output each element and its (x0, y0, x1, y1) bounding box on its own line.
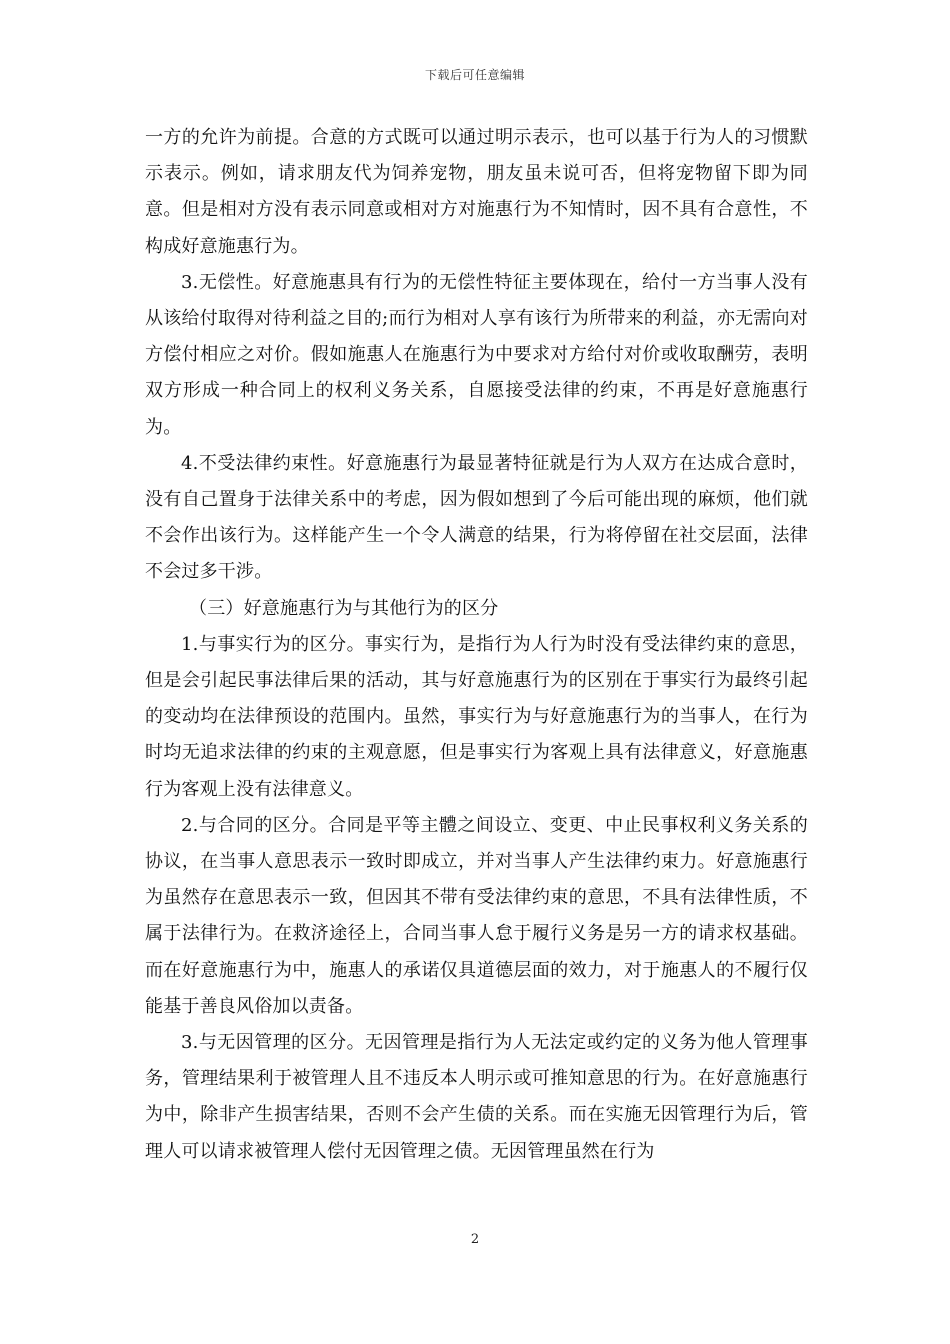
paragraph-continuation: 一方的允许为前提。合意的方式既可以通过明示表示，也可以基于行为人的习惯默示表示。例如，请求朋友代为饲养宠物，朋友虽未说可否，但将宠物留下即为同意。但是相对方没有表示同意或相对方对施惠行为不知情时，因不具有合意性，不构成好意施惠行为。 (145, 127, 808, 257)
paragraph-factual-act-distinction: 1.与事实行为的区分。事实行为，是指行为人行为时没有受法律约束的意思，但是会引起民事法律后果的活动，其与好意施惠行为的区别在于事实行为最终引起的变动均在法律预设的范围内。虽然，事实行为与好意施惠行为的当事人，在行为时均无追求法律的约束的主观意愿，但是事实行为客观上具有法律意义，好意施惠行为客观上没有法律意义。 (145, 633, 808, 800)
section-heading: （三）好意施惠行为与其他行为的区分 (189, 597, 499, 619)
paragraph-not-legally-binding: 4.不受法律约束性。好意施惠行为最显著特征就是行为人双方在达成合意时，没有自己置身于法律关系中的考虑，因为假如想到了今后可能出现的麻烦，他们就不会作出该行为。这样能产生一个令人满意的结果，行为将停留在社交层面，法律不会过多干涉。 (145, 452, 808, 583)
page-number: 2 (470, 1232, 480, 1247)
paragraph-negotiorum-gestio-distinction: 3.与无因管理的区分。无因管理是指行为人无法定或约定的义务为他人管理事务，管理结果利于被管理人且不违反本人明示或可推知意思的行为。在好意施惠行为中，除非产生损害结果，否则不会产生债的关系。而在实施无因管理行为后，管理人可以请求被管理人偿付无因管理之债。无因管理虽然在行为 (145, 1032, 808, 1162)
document-body (145, 120, 808, 1170)
page-header: 下载后可任意编辑 (424, 68, 525, 82)
paragraph-gratuitousness: 3.无偿性。好意施惠具有行为的无偿性特征主要体现在，给付一方当事人没有从该给付取得对待利益之目的;而行为相对人享有该行为所带来的利益，亦无需向对方偿付相应之对价。假如施惠人在施惠行为中要求对方给付对价或收取酬劳，表明双方形成一种合同上的权利义务关系，自愿接受法律的约束，不再是好意施惠行为。 (145, 271, 808, 438)
paragraph-contract-distinction: 2.与合同的区分。合同是平等主體之间设立、变更、中止民事权利义务关系的协议，在当事人意思表示一致时即成立，并对当事人产生法律约束力。好意施惠行为虽然存在意思表示一致，但因其不带有受法律约束的意思，不具有法律性质，不属于法律行为。在救济途径上，合同当事人怠于履行义务是另一方的请求权基础。而在好意施惠行为中，施惠人的承诺仅具道德层面的效力，对于施惠人的不履行仅能基于善良风俗加以责备。 (145, 814, 808, 1017)
